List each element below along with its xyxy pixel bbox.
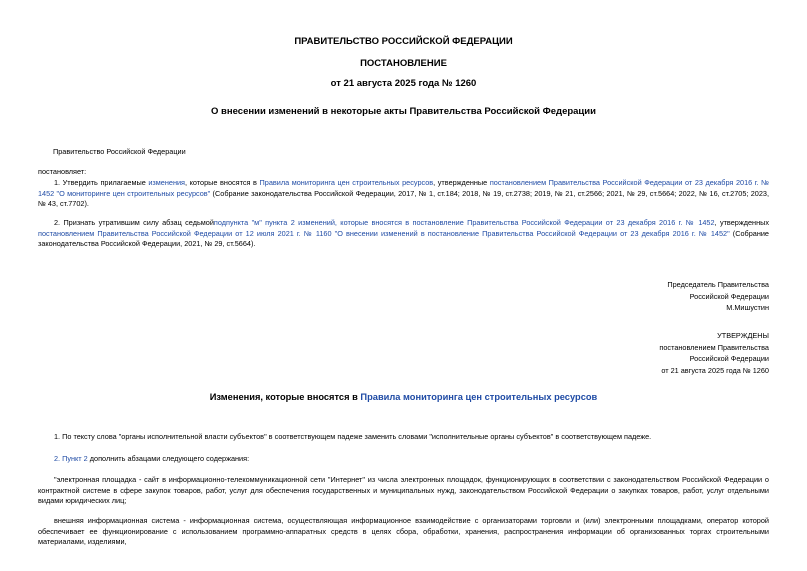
signature-position: Председатель Правительства: [667, 280, 769, 289]
signature-name: М.Мишустин: [726, 303, 769, 312]
document-date-number: от 21 августа 2025 года № 1260: [330, 78, 477, 89]
government-line: Правительство Российской Федерации: [53, 147, 186, 156]
document-type: ПОСТАНОВЛЕНИЕ: [360, 58, 447, 69]
item1-text-a: 1. Утвердить прилагаемые: [54, 178, 149, 187]
resolution-1160-link[interactable]: постановлением Правительства Российской Федерации от 12 июля 2021 г. № 1160 "О внесении изменений в постановление Правительства Российской Федерации от 23 декабря 2016 г. № 1452": [38, 228, 730, 238]
item2-text-c: (Собрание законодательства Российской Федерации, 2021, № 29, ст.5664).: [38, 228, 769, 248]
approval-line-3: Российской Федерации: [689, 354, 769, 363]
signature-block: [469, 279, 769, 314]
resolution-item-1: [38, 178, 769, 210]
resolves-line: постановляет:: [38, 167, 87, 176]
item1-text-d: (Собрание законодательства Российской Федерации, 2017, № 1, ст.184; 2018, № 19, ст.2738; 2019, № 21, ст.2566; 2021, № 29, ст.5664; 2022, № 16, ст.2705; 2023, № 43, ст.7702).: [38, 188, 769, 208]
resolution-1452-link[interactable]: постановлением Правительства Российской Федерации от 23 декабря 2016 г. № 1452 "О мониторинге цен строительных ресурсов": [38, 178, 769, 198]
item1-text-b: , которые вносятся в: [185, 178, 260, 187]
changes-item-2-text: дополнить абзацами следующего содержания:: [87, 454, 250, 463]
document-title: О внесении изменений в некоторые акты Правительства Российской Федерации: [211, 106, 596, 117]
changes-item-1: 1. По тексту слова "органы исполнительной власти субъектов" в соответствующем падеже заменить словами "исполнительные органы субъектов" в соответствующем падеже.: [54, 432, 652, 441]
item2-text-b: , утвержденных: [714, 218, 769, 227]
signature-country: Российской Федерации: [689, 291, 769, 301]
quoted-paragraph-1: "электронная площадка - сайт в информационно-телекоммуникационной сети "Интернет" из числа электронных площадок, функционирующих в соответствии с законодательством Российской Федерации о контрактной системе в сфере закупок товаров, работ, услуг для обеспечения государственных и муниципальных нужд, законодательством Российской Федерации о закупках товаров, работ, услуг отдельными видами юридических лиц;: [38, 475, 769, 505]
point-2-link[interactable]: 2. Пункт 2: [54, 454, 88, 463]
resolution-item-2: [38, 218, 769, 250]
quoted-paragraph-2: внешняя информационная система - информационная система, осуществляющая информационное взаимодействие с организаторами торговли и (или) электронными площадками, оператор которой обеспечивает ее функционирование с использованием программно-аппаратных средств в целях сбора, обработки, хранения, распространения информации об организованных торгах строительными материалами, изделиями,: [38, 516, 769, 546]
approval-line-4: от 21 августа 2025 года № 1260: [661, 365, 769, 375]
government-heading: ПРАВИТЕЛЬСТВО РОССИЙСКОЙ ФЕДЕРАЦИИ: [294, 36, 513, 47]
approval-heading: УТВЕРЖДЕНЫ: [717, 331, 769, 340]
item2-text-a: 2. Признать утратившим силу абзац седьмой: [54, 218, 214, 227]
approval-block: [469, 330, 769, 376]
rules-link[interactable]: Правила мониторинга цен строительных ресурсов: [259, 178, 434, 187]
changes-link[interactable]: изменения: [148, 178, 186, 187]
approval-line-2: постановлением Правительства: [659, 342, 769, 352]
changes-title-link[interactable]: Правила мониторинга цен строительных ресурсов: [360, 392, 598, 402]
item1-text-c: , утвержденные: [433, 178, 490, 187]
subparagraph-link[interactable]: подпункта "м" пункта 2 изменений, которые вносятся в постановление Правительства Российской Федерации от 23 декабря 2016 г. № 1452: [213, 218, 715, 227]
changes-title-text: Изменения, которые вносятся в: [209, 392, 361, 402]
changes-title: [0, 391, 807, 403]
changes-item-2: [38, 454, 769, 465]
